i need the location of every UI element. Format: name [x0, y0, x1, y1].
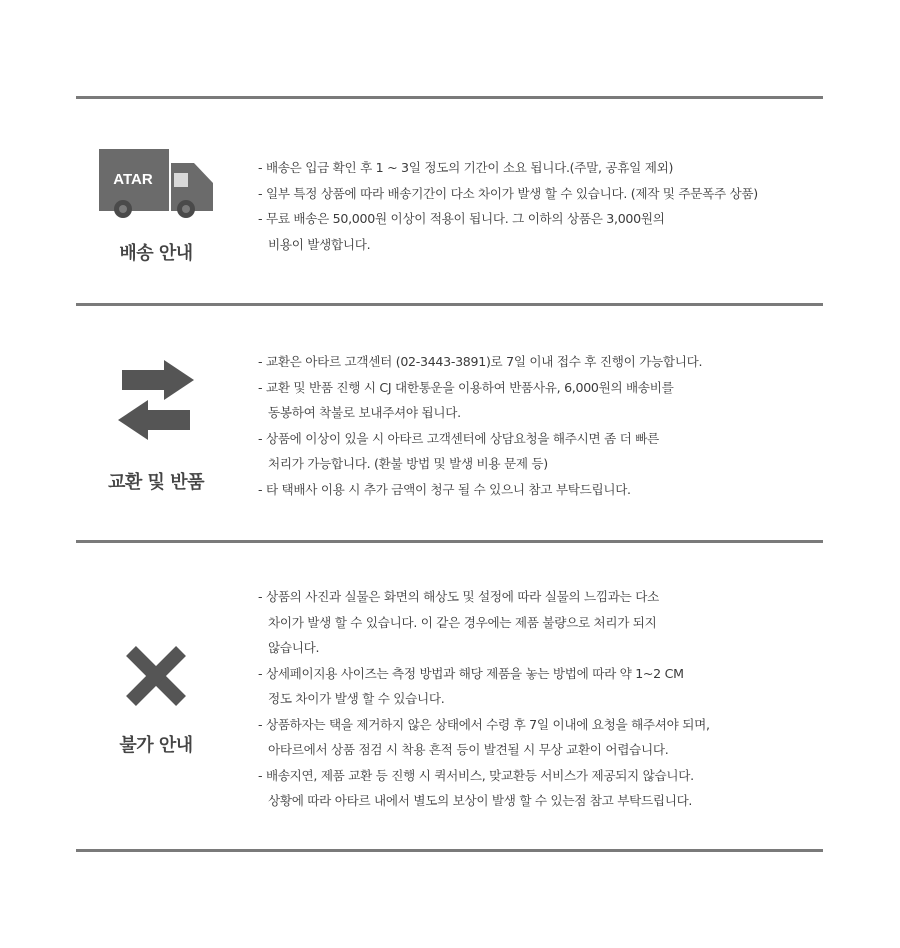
- close-x-icon: [123, 643, 189, 709]
- divider-bottom: [76, 849, 823, 852]
- exchange-line: - 타 택배사 이용 시 추가 금액이 청구 될 수 있으니 참고 부탁드립니다.: [258, 481, 631, 497]
- exchange-line: - 상품에 이상이 있을 시 아타르 고객센터에 상담요청을 해주시면 좀 더 빠른: [258, 430, 659, 446]
- shipping-line: - 무료 배송은 50,000원 이상이 적용이 됩니다. 그 이하의 상품은 3,000원의: [258, 211, 665, 226]
- exchange-line: 동봉하여 착불로 보내주셔야 됩니다.: [268, 405, 461, 420]
- shipping-line: - 일부 특정 상품에 따라 배송기간이 다소 차이가 발생 할 수 있습니다. (제작 및 주문폭주 상품): [258, 185, 758, 201]
- exchange-info-list: [258, 349, 828, 502]
- exchange-section: [76, 306, 823, 540]
- notallowed-info-list: [258, 584, 828, 814]
- exchange-line: - 교환 및 반품 진행 시 CJ 대한통운을 이용하여 반품사유, 6,000원의 배송비를: [258, 379, 674, 395]
- shipping-icon-column: [76, 99, 236, 303]
- notallowed-line: 정도 차이가 발생 할 수 있습니다.: [268, 691, 445, 706]
- notallowed-line: 않습니다.: [268, 640, 320, 655]
- shipping-section: [76, 99, 823, 303]
- notallowed-line: 아타르에서 상품 점검 시 착용 흔적 등이 발견될 시 무상 교환이 어렵습니다.: [268, 742, 669, 757]
- notallowed-line: 차이가 발생 할 수 있습니다. 이 같은 경우에는 제품 불량으로 처리가 되지: [268, 614, 657, 630]
- shipping-title: 배송 안내: [119, 243, 193, 264]
- notallowed-line: - 배송지연, 제품 교환 등 진행 시 퀵서비스, 맞교환등 서비스가 제공되지 않습니다.: [258, 767, 694, 783]
- shipping-line: - 배송은 입금 확인 후 1 ~ 3일 정도의 기간이 소요 됩니다.(주말, 공휴일 제외): [258, 160, 674, 175]
- notallowed-line: - 상세페이지용 사이즈는 측정 방법과 해당 제품을 놓는 방법에 따라 약 1~2 CM: [258, 665, 684, 681]
- exchange-line: - 교환은 아타르 고객센터 (02-3443-3891)로 7일 이내 접수 후 진행이 가능합니다.: [258, 354, 703, 369]
- notallowed-section: [76, 543, 823, 849]
- truck-label: ATAR: [113, 171, 153, 188]
- delivery-truck-icon: [98, 149, 214, 221]
- exchange-title: 교환 및 반품: [108, 472, 204, 493]
- notallowed-title: 불가 안내: [119, 735, 193, 756]
- notallowed-line: - 상품의 사진과 실물은 화면의 해상도 및 설정에 따라 실물의 느낌과는 다소: [258, 589, 659, 604]
- exchange-line: 처리가 가능합니다. (환불 방법 및 발생 비용 문제 등): [268, 456, 548, 471]
- exchange-arrows-icon: [116, 358, 196, 440]
- notallowed-line: 상황에 따라 아타르 내에서 별도의 보상이 발생 할 수 있는점 참고 부탁드립니다.: [268, 793, 693, 808]
- shipping-info-list: [258, 155, 828, 257]
- exchange-icon-column: [76, 306, 236, 540]
- notallowed-line: - 상품하자는 택을 제거하지 않은 상태에서 수령 후 7일 이내에 요청을 해주셔야 되며,: [258, 716, 710, 732]
- notallowed-icon-column: [76, 543, 236, 849]
- shipping-line: 비용이 발생합니다.: [268, 236, 371, 252]
